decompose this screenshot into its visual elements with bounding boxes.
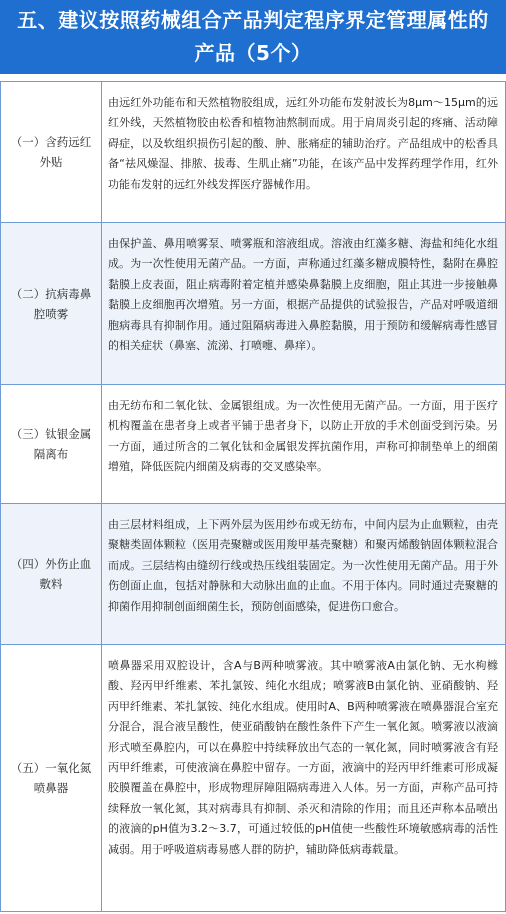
product-name: （五）一氧化氮喷鼻器 [0, 645, 102, 911]
section-header [0, 0, 506, 74]
product-description: 由保护盖、鼻用喷雾泵、喷雾瓶和溶液组成。溶液由红藻多糖、海盐和纯化水组成。为一次性使用无菌产品。一方面，声称通过红藻多糖成膜特性，黏附在鼻腔黏膜上皮表面，阻止病毒附着定植并感染鼻黏膜上皮细胞，阻止其进一步接触鼻黏膜上皮细胞再次增殖。另一方面，根据产品提供的试验报告，产品对呼吸道细胞病毒具有抑制作用。通过阻隔病毒进入鼻腔黏膜，用于预防和缓解病毒性感冒的相关症状（鼻塞、流涕、打喷嚏、鼻痒）。 [102, 223, 506, 384]
product-description: 由无纺布和二氧化钛、金属银组成。为一次性使用无菌产品。一方面，用于医疗机构覆盖在患者身上或者平铺于患者身下，以防止开放的手术创面受到污染。另一方面，通过所含的二氧化钛和金属银发挥抗菌作用，声称可抑制垫单上的细菌增殖，降低医院内细菌及病毒的交叉感染率。 [102, 385, 506, 503]
product-name: （四）外伤止血敷料 [0, 504, 102, 644]
product-name: （一）含药远红外贴 [0, 82, 102, 222]
product-name: （二）抗病毒鼻腔喷雾 [0, 223, 102, 384]
table-row [0, 223, 506, 385]
table-row [0, 385, 506, 504]
product-table [0, 81, 506, 912]
table-row [0, 645, 506, 912]
product-name: （三）钛银金属隔离布 [0, 385, 102, 503]
product-description: 由远红外功能布和天然植物胶组成，远红外功能布发射波长为8μm～15μm的远红外线，天然植物胶由松香和植物油熬制而成。用于肩周炎引起的疼痛、活动障碍症，以及软组织损伤引起的酸、肿、胀痛症的辅助治疗。产品组成中的松香具备“祛风燥湿、排脓、拔毒、生肌止痛”功能，在该产品中发挥药理学作用，红外功能布发射的远红外线发挥医疗器械作用。 [102, 82, 506, 222]
table-row [0, 504, 506, 645]
product-description: 喷鼻器采用双腔设计，含A与B两种喷雾液。其中喷雾液A由氯化钠、无水枸橼酸、羟丙甲纤维素、苯扎氯铵、纯化水组成；喷雾液B由氯化钠、亚硝酸钠、羟丙甲纤维素、苯扎氯铵、纯化水组成。使用时A、B两种喷雾液在喷鼻器混合室充分混合，混合液呈酸性，使亚硝酸钠在酸性条件下产生一氧化氮。喷雾液以液滴形式喷至鼻腔内，可以在鼻腔中持续释放出气态的一氧化氮，同时喷雾液含有羟丙甲纤维素，可使液滴在鼻腔中留存。一方面，液滴中的羟丙甲纤维素可形成凝胶膜覆盖在鼻腔中，形成物理屏障阻隔病毒进入人体。另一方面，声称产品可持续释放一氧化氮，其对病毒具有抑制、杀灭和清除的作用；而且还声称本品喷出的液滴的pH值为3.2～3.7，可通过较低的pH值使一些酸性环境敏感病毒的活性减弱。用于呼吸道病毒易感人群的防护，辅助降低病毒载量。 [102, 645, 506, 911]
table-row [0, 82, 506, 223]
section-title: 五、建议按照药械组合产品判定程序界定管理属性的产品（5个） [17, 8, 489, 65]
product-description: 由三层材料组成，上下两外层为医用纱布或无纺布，中间内层为止血颗粒，由壳聚糖类固体颗粒（医用壳聚糖或医用羧甲基壳聚糖）和聚丙烯酸钠固体颗粒混合而成。三层结构由缝纫行线或热压线组装固定。为一次性使用无菌产品。用于外伤创面止血，包括对静脉和大动脉出血的止血。不用于体内。同时通过壳聚糖的抑菌作用抑制创面细菌生长，预防创面感染，促进伤口愈合。 [102, 504, 506, 644]
